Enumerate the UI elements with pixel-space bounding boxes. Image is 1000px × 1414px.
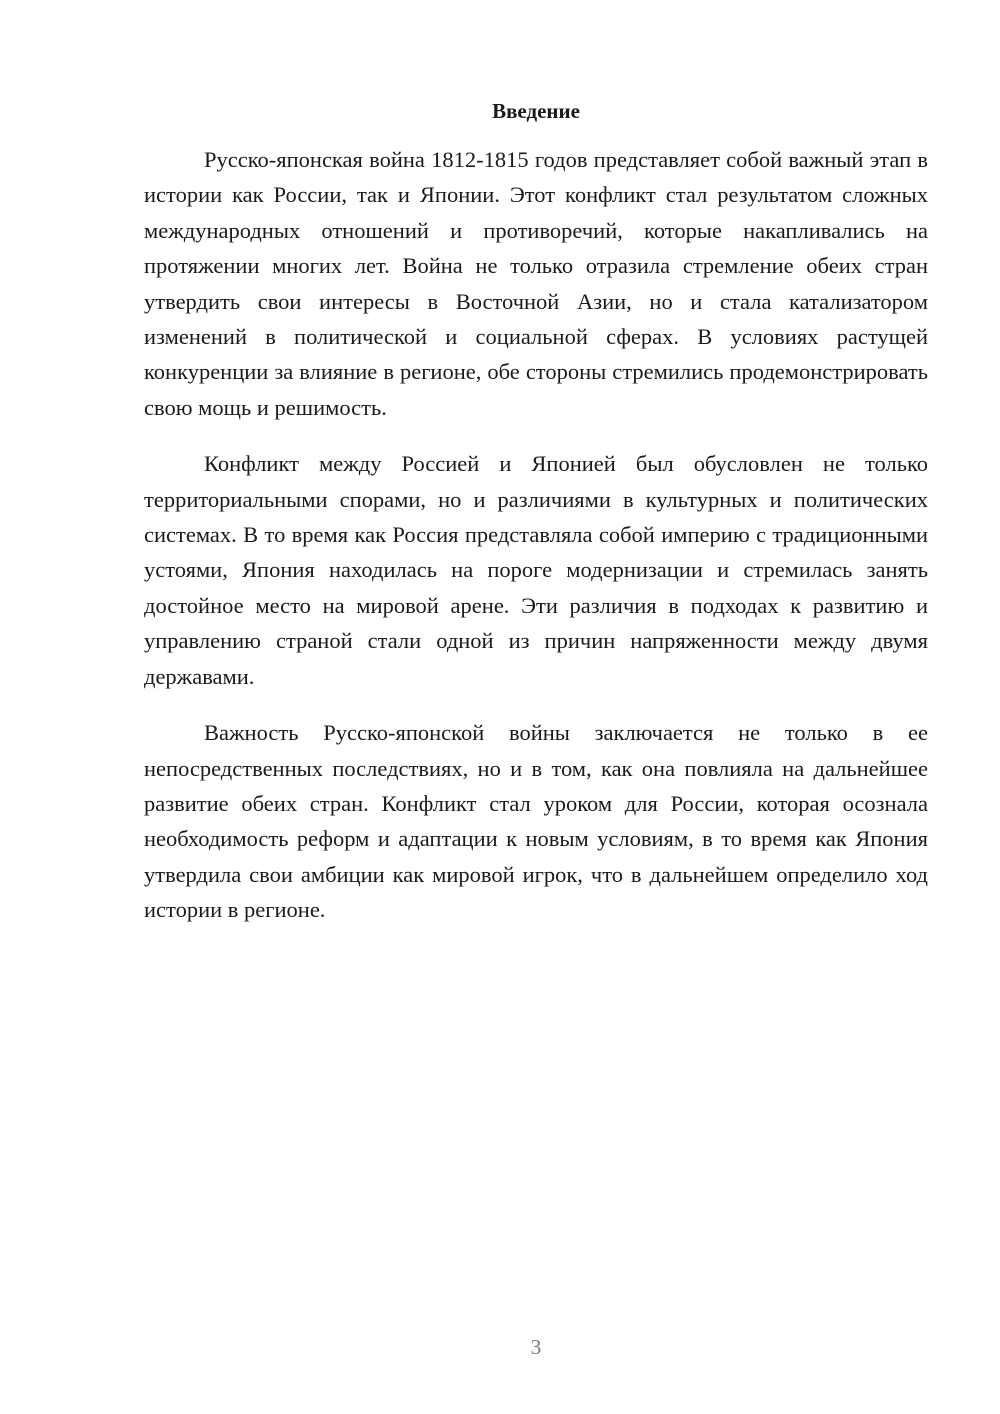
paragraph-2: Конфликт между Россией и Японией был обусловлен не только территориальными спорами, но и различиями в культурных и политических системах. В то время как Россия представляла собой империю с традиционными устоями, Япония находилась на пороге модернизации и стремилась занять достойное место на мировой арене. Эти различия в подходах к развитию и управлению страной стали одной из причин напряженности между двумя державами. xyxy=(144,451,928,689)
paragraph-3: Важность Русско-японской войны заключается не только в ее непосредственных последствиях, но и в том, как она повлияла на дальнейшее развитие обеих стран. Конфликт стал уроком для России, которая осознала необходимость реформ и адаптации к новым условиям, в то время как Япония утвердила свои амбиции как мировой игрок, что в дальнейшем определило ход истории в регионе. xyxy=(144,720,928,923)
paragraph-1: Русско-японская война 1812-1815 годов представляет собой важный этап в истории как России, так и Японии. Этот конфликт стал результатом сложных международных отношений и противоречий, которые накапливались на протяжении многих лет. Война не только отразила стремление обеих стран утвердить свои интересы в Восточной Азии, но и стала катализатором изменений в политической и социальной сферах. В условиях растущей конкуренции за влияние в регионе, обе стороны стремились продемонстрировать свою мощь и решимость. xyxy=(144,147,928,420)
body-text xyxy=(144,142,928,949)
section-heading: Введение xyxy=(492,99,580,123)
page-number: 3 xyxy=(530,1335,542,1359)
